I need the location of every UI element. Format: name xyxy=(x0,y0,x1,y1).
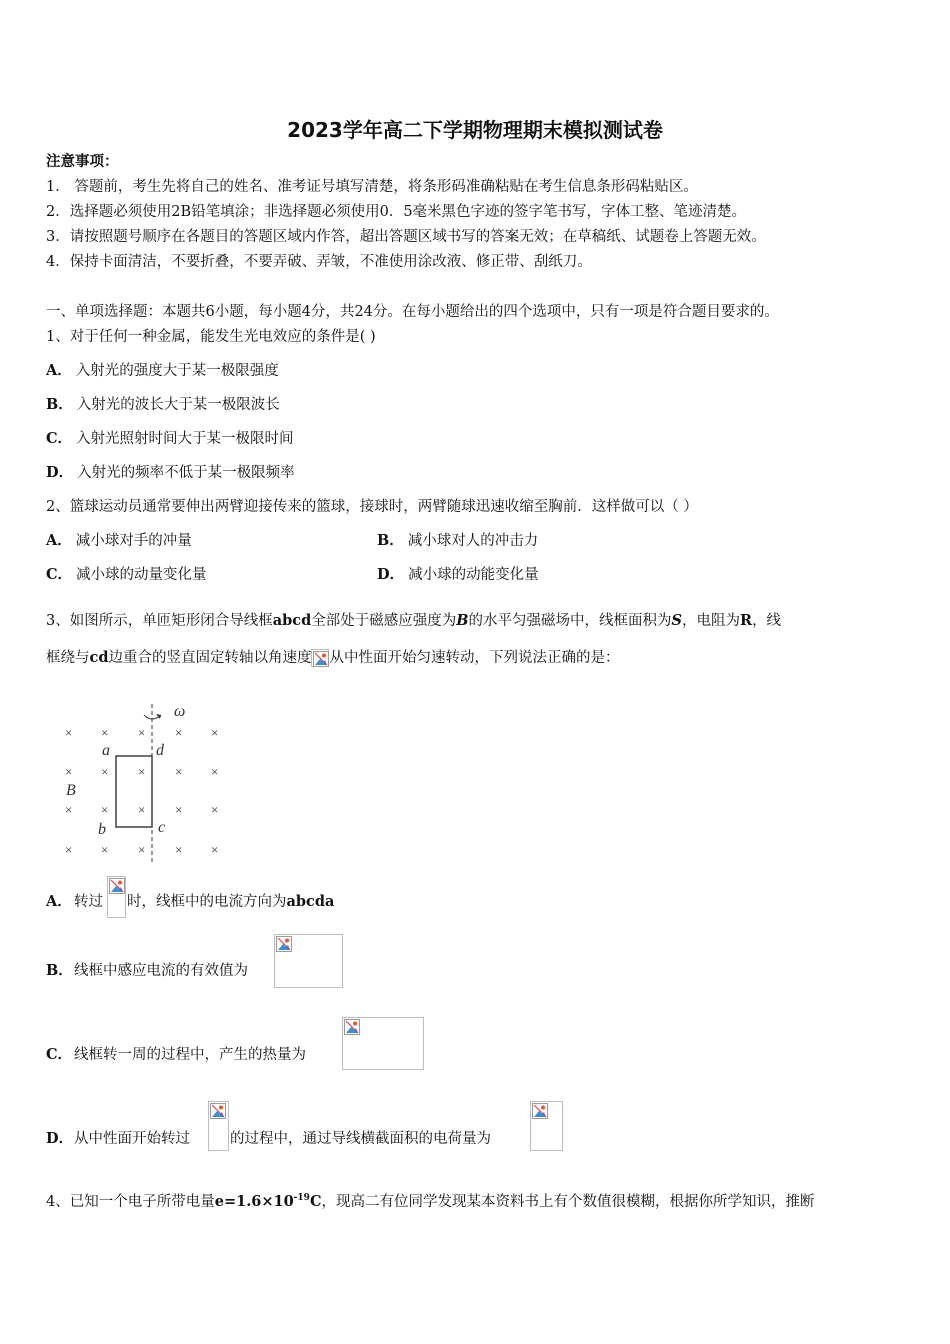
option-label: B． xyxy=(377,532,404,549)
option-label: A． xyxy=(46,362,72,379)
cross-mark: × xyxy=(65,842,73,857)
notice-item-4: 4．保持卡面清洁，不要折叠，不要弄破、弄皱，不准使用涂改液、修正带、刮纸刀。 xyxy=(46,254,592,270)
broken-image-icon xyxy=(344,1019,360,1035)
cross-mark: × xyxy=(138,842,146,857)
label-d: d xyxy=(156,742,164,759)
cross-mark: × xyxy=(101,764,109,779)
option-text: 入射光的频率不低于某一极限频率 xyxy=(77,465,295,481)
text-run: 的过程中，通过导线横截面积的电荷量为 xyxy=(230,1131,491,1147)
text-run: 从中性面开始匀速转动，下列说法正确的是： xyxy=(329,650,620,666)
q2-option-c xyxy=(46,565,207,585)
q2-option-b xyxy=(377,531,538,551)
text-run: abcda xyxy=(286,893,335,910)
q2-stem: 2、篮球运动员通常要伸出两臂迎接传来的篮球，接球时，两臂随球迅速收缩至胸前．这样做可以（ ） xyxy=(46,499,698,515)
option-label: B． xyxy=(46,962,73,979)
text-run: -19 xyxy=(293,1193,310,1203)
notice-item-3: 3．请按照题号顺序在各题目的答题区域内作答，超出答题区域书写的答案无效；在草稿纸、试题卷上答题无效。 xyxy=(46,229,766,245)
text-run: 4、已知一个电子所带电量 xyxy=(46,1193,215,1210)
text-run: 边重合的竖直固定转轴以角速度 xyxy=(108,650,312,666)
option-label: C． xyxy=(46,1046,73,1063)
option-label: D． xyxy=(46,464,74,481)
text-run: 转过 xyxy=(74,894,103,910)
option-text: 减小球的动量变化量 xyxy=(76,567,207,583)
option-label: A． xyxy=(46,893,72,910)
q3-stem-line-2 xyxy=(46,648,619,668)
broken-image-icon xyxy=(311,649,329,667)
text-run: 时，线框中的电流方向为 xyxy=(127,894,287,910)
cross-mark: × xyxy=(101,802,109,817)
cross-mark: × xyxy=(65,764,73,779)
section-1-heading: 一、单项选择题：本题共6小题，每小题4分，共24分。在每小题给出的四个选项中，只有一项是符合题目要求的。 xyxy=(46,304,779,320)
label-c: c xyxy=(158,819,166,836)
cross-mark: × xyxy=(211,764,219,779)
option-text: 减小球的动能变化量 xyxy=(408,567,539,583)
cross-mark: × xyxy=(138,725,146,740)
wire-frame xyxy=(116,756,152,827)
cross-mark: × xyxy=(175,764,183,779)
exam-title: 2023学年高二下学期物理期末模拟测试卷 xyxy=(287,118,663,142)
q3-stem-line-1 xyxy=(46,611,781,631)
formula-image xyxy=(530,1101,563,1151)
text-run: 线框中感应电流的有效值为 xyxy=(74,963,248,979)
label-b: b xyxy=(98,821,106,838)
text-run: C xyxy=(309,1192,322,1210)
option-text: 入射光的波长大于某一极限波长 xyxy=(76,397,280,413)
text-run: ，电阻为 xyxy=(682,613,740,629)
broken-image-icon xyxy=(109,878,125,894)
cross-mark: × xyxy=(175,725,183,740)
notice-item-2: 2．选择题必须使用2B铅笔填涂；非选择题必须使用0．5毫米黑色字迹的签字笔书写，字体工整、笔迹清楚。 xyxy=(46,204,747,220)
option-text: 减小球对人的冲击力 xyxy=(407,533,539,549)
cross-mark: × xyxy=(101,725,109,740)
q2-option-d xyxy=(377,565,539,585)
cross-mark: × xyxy=(211,802,219,817)
magnetic-field-figure xyxy=(58,698,233,866)
q2-option-a xyxy=(46,531,192,551)
formula-image xyxy=(274,934,343,988)
notice-item-1: 1． 答题前，考生先将自己的姓名、准考证号填写清楚，将条形码准确粘贴在考生信息条形码粘贴区。 xyxy=(46,179,698,195)
formula-image xyxy=(208,1101,229,1151)
option-text: 减小球对手的冲量 xyxy=(75,533,192,549)
text-run: B xyxy=(456,612,469,629)
option-label: D． xyxy=(46,1130,74,1147)
text-run: 从中性面开始转过 xyxy=(74,1131,190,1147)
cross-mark: × xyxy=(65,802,73,817)
text-run: cd xyxy=(89,649,109,666)
q1-option-d xyxy=(46,463,295,483)
broken-image-icon xyxy=(276,936,292,952)
option-text: 入射光照射时间大于某一极限时间 xyxy=(76,431,294,447)
option-text: 入射光的强度大于某一极限强度 xyxy=(75,363,279,379)
notice-heading: 注意事项： xyxy=(46,153,119,170)
cross-mark: × xyxy=(211,725,219,740)
q1-option-a xyxy=(46,361,279,381)
text-run: S xyxy=(671,612,682,629)
option-label: C． xyxy=(46,430,73,447)
text-run: 框绕与 xyxy=(46,650,90,666)
text-run: ，线 xyxy=(752,613,782,629)
option-label: D． xyxy=(377,566,405,583)
text-run: 的水平匀强磁场中，线框面积为 xyxy=(468,613,672,629)
text-run: 3、如图所示，单匝矩形闭合导线框 xyxy=(46,613,273,629)
cross-mark: × xyxy=(175,842,183,857)
q4-stem xyxy=(46,1188,814,1212)
cross-mark: × xyxy=(65,725,73,740)
q1-option-c xyxy=(46,429,294,449)
q1-option-b xyxy=(46,395,280,415)
text-run: 线框转一周的过程中，产生的热量为 xyxy=(74,1047,306,1063)
q1-stem: 1、对于任何一种金属，能发生光电效应的条件是( ) xyxy=(46,329,376,345)
cross-mark: × xyxy=(138,802,146,817)
text-run: e=1.6×10 xyxy=(214,1192,294,1210)
cross-mark: × xyxy=(101,842,109,857)
text-run: ，现高二有位同学发现某本资料书上有个数值很模糊，根据你所学知识，推断 xyxy=(321,1193,815,1210)
option-label: A． xyxy=(46,532,72,549)
label-a: a xyxy=(102,742,110,759)
cross-mark: × xyxy=(211,842,219,857)
cross-mark: × xyxy=(138,764,146,779)
label-B: B xyxy=(66,782,76,799)
option-label: C． xyxy=(46,566,73,583)
text-run xyxy=(127,892,334,912)
option-label: B． xyxy=(46,396,73,413)
omega-label: ω xyxy=(174,703,186,720)
cross-mark: × xyxy=(175,802,183,817)
text-run: 全部处于磁感应强度为 xyxy=(311,613,457,629)
text-run: R xyxy=(740,612,753,629)
formula-image xyxy=(342,1017,424,1070)
broken-image-icon xyxy=(532,1103,548,1119)
formula-image xyxy=(107,876,126,918)
text-run: abcd xyxy=(272,612,312,629)
broken-image-icon xyxy=(210,1103,226,1119)
